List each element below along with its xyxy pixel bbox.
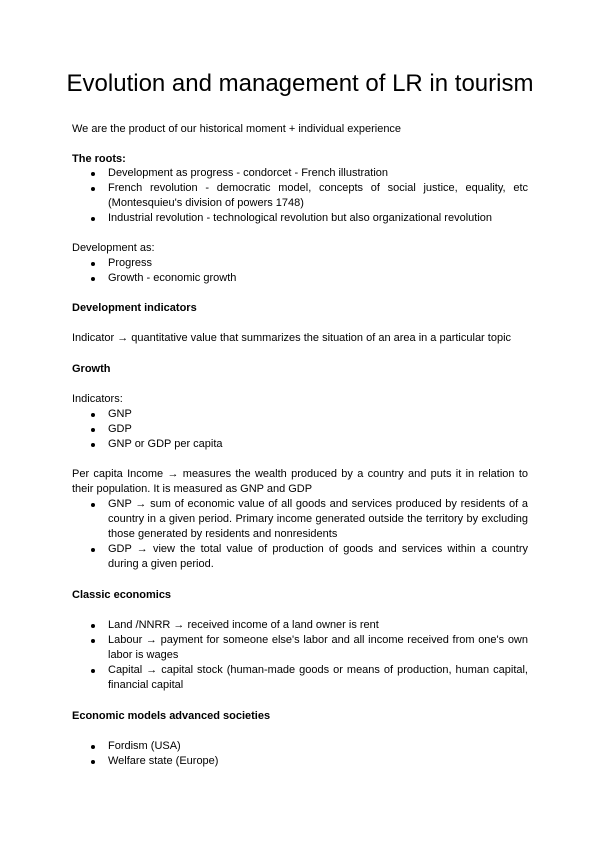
bullet-icon bbox=[91, 172, 95, 176]
per-capita-income-text: Per capita Income → measures the wealth produced by a country and puts it in relation to their population. It is measured as GNP and GDP bbox=[72, 468, 528, 495]
list-item: Capital → capital stock (human-made goods or means of production, human capital, financial capital bbox=[72, 663, 528, 693]
bullet-icon bbox=[91, 443, 95, 447]
bullet-icon bbox=[91, 624, 95, 628]
development-indicators-heading: Development indicators bbox=[72, 302, 197, 314]
list-item: Labour → payment for someone else's labor and all income received from one's own labor is wages bbox=[72, 633, 528, 663]
roots-heading: The roots: bbox=[72, 153, 126, 165]
classic-economics-heading: Classic economics bbox=[72, 589, 172, 601]
list-item: GNP or GDP per capita bbox=[72, 437, 528, 452]
list-item: Welfare state (Europe) bbox=[72, 754, 528, 769]
indicators-label: Indicators: bbox=[72, 393, 123, 405]
bullet-icon bbox=[91, 745, 95, 749]
gnp-gdp-definitions-list bbox=[72, 497, 528, 572]
indicator-definition: Indicator → quantitative value that summarizes the situation of an area in a particular topic bbox=[72, 332, 512, 344]
bullet-icon bbox=[91, 277, 95, 281]
roots-list bbox=[72, 166, 528, 226]
list-item: GDP bbox=[72, 422, 528, 437]
bullet-icon bbox=[91, 639, 95, 643]
growth-heading: Growth bbox=[72, 363, 111, 375]
bullet-icon bbox=[91, 428, 95, 432]
economic-models-list bbox=[72, 739, 528, 769]
development-as-label: Development as: bbox=[72, 242, 155, 254]
list-item: Industrial revolution - technological revolution but also organizational revolution bbox=[72, 211, 528, 226]
bullet-icon bbox=[91, 413, 95, 417]
document-title: Evolution and management of LR in tourism bbox=[66, 70, 534, 97]
list-item: Fordism (USA) bbox=[72, 739, 528, 754]
intro-text: We are the product of our historical moment + individual experience bbox=[72, 123, 402, 135]
development-as-list bbox=[72, 256, 528, 286]
bullet-icon bbox=[91, 669, 95, 673]
bullet-icon bbox=[91, 760, 95, 764]
list-item: GNP bbox=[72, 407, 528, 422]
bullet-icon bbox=[91, 187, 95, 191]
list-item: Progress bbox=[72, 256, 528, 271]
list-item: Growth - economic growth bbox=[72, 271, 528, 286]
list-item: GNP → sum of economic value of all goods and services produced by residents of a country in a given period. Primary income generated outside the territory by excluding those generated by residents and nonresidents bbox=[72, 497, 528, 542]
bullet-icon bbox=[91, 503, 95, 507]
bullet-icon bbox=[91, 548, 95, 552]
list-item: French revolution - democratic model, concepts of social justice, equality, etc (Montesquieu's division of powers 1748) bbox=[72, 181, 528, 211]
bullet-icon bbox=[91, 262, 95, 266]
bullet-icon bbox=[91, 217, 95, 221]
economic-models-heading: Economic models advanced societies bbox=[72, 710, 271, 722]
list-item: GDP → view the total value of production of goods and services within a country during a given period. bbox=[72, 542, 528, 572]
indicators-list bbox=[72, 407, 528, 452]
classic-economics-list bbox=[72, 618, 528, 693]
list-item: Development as progress - condorcet - French illustration bbox=[72, 166, 528, 181]
list-item: Land /NNRR → received income of a land owner is rent bbox=[72, 618, 528, 633]
